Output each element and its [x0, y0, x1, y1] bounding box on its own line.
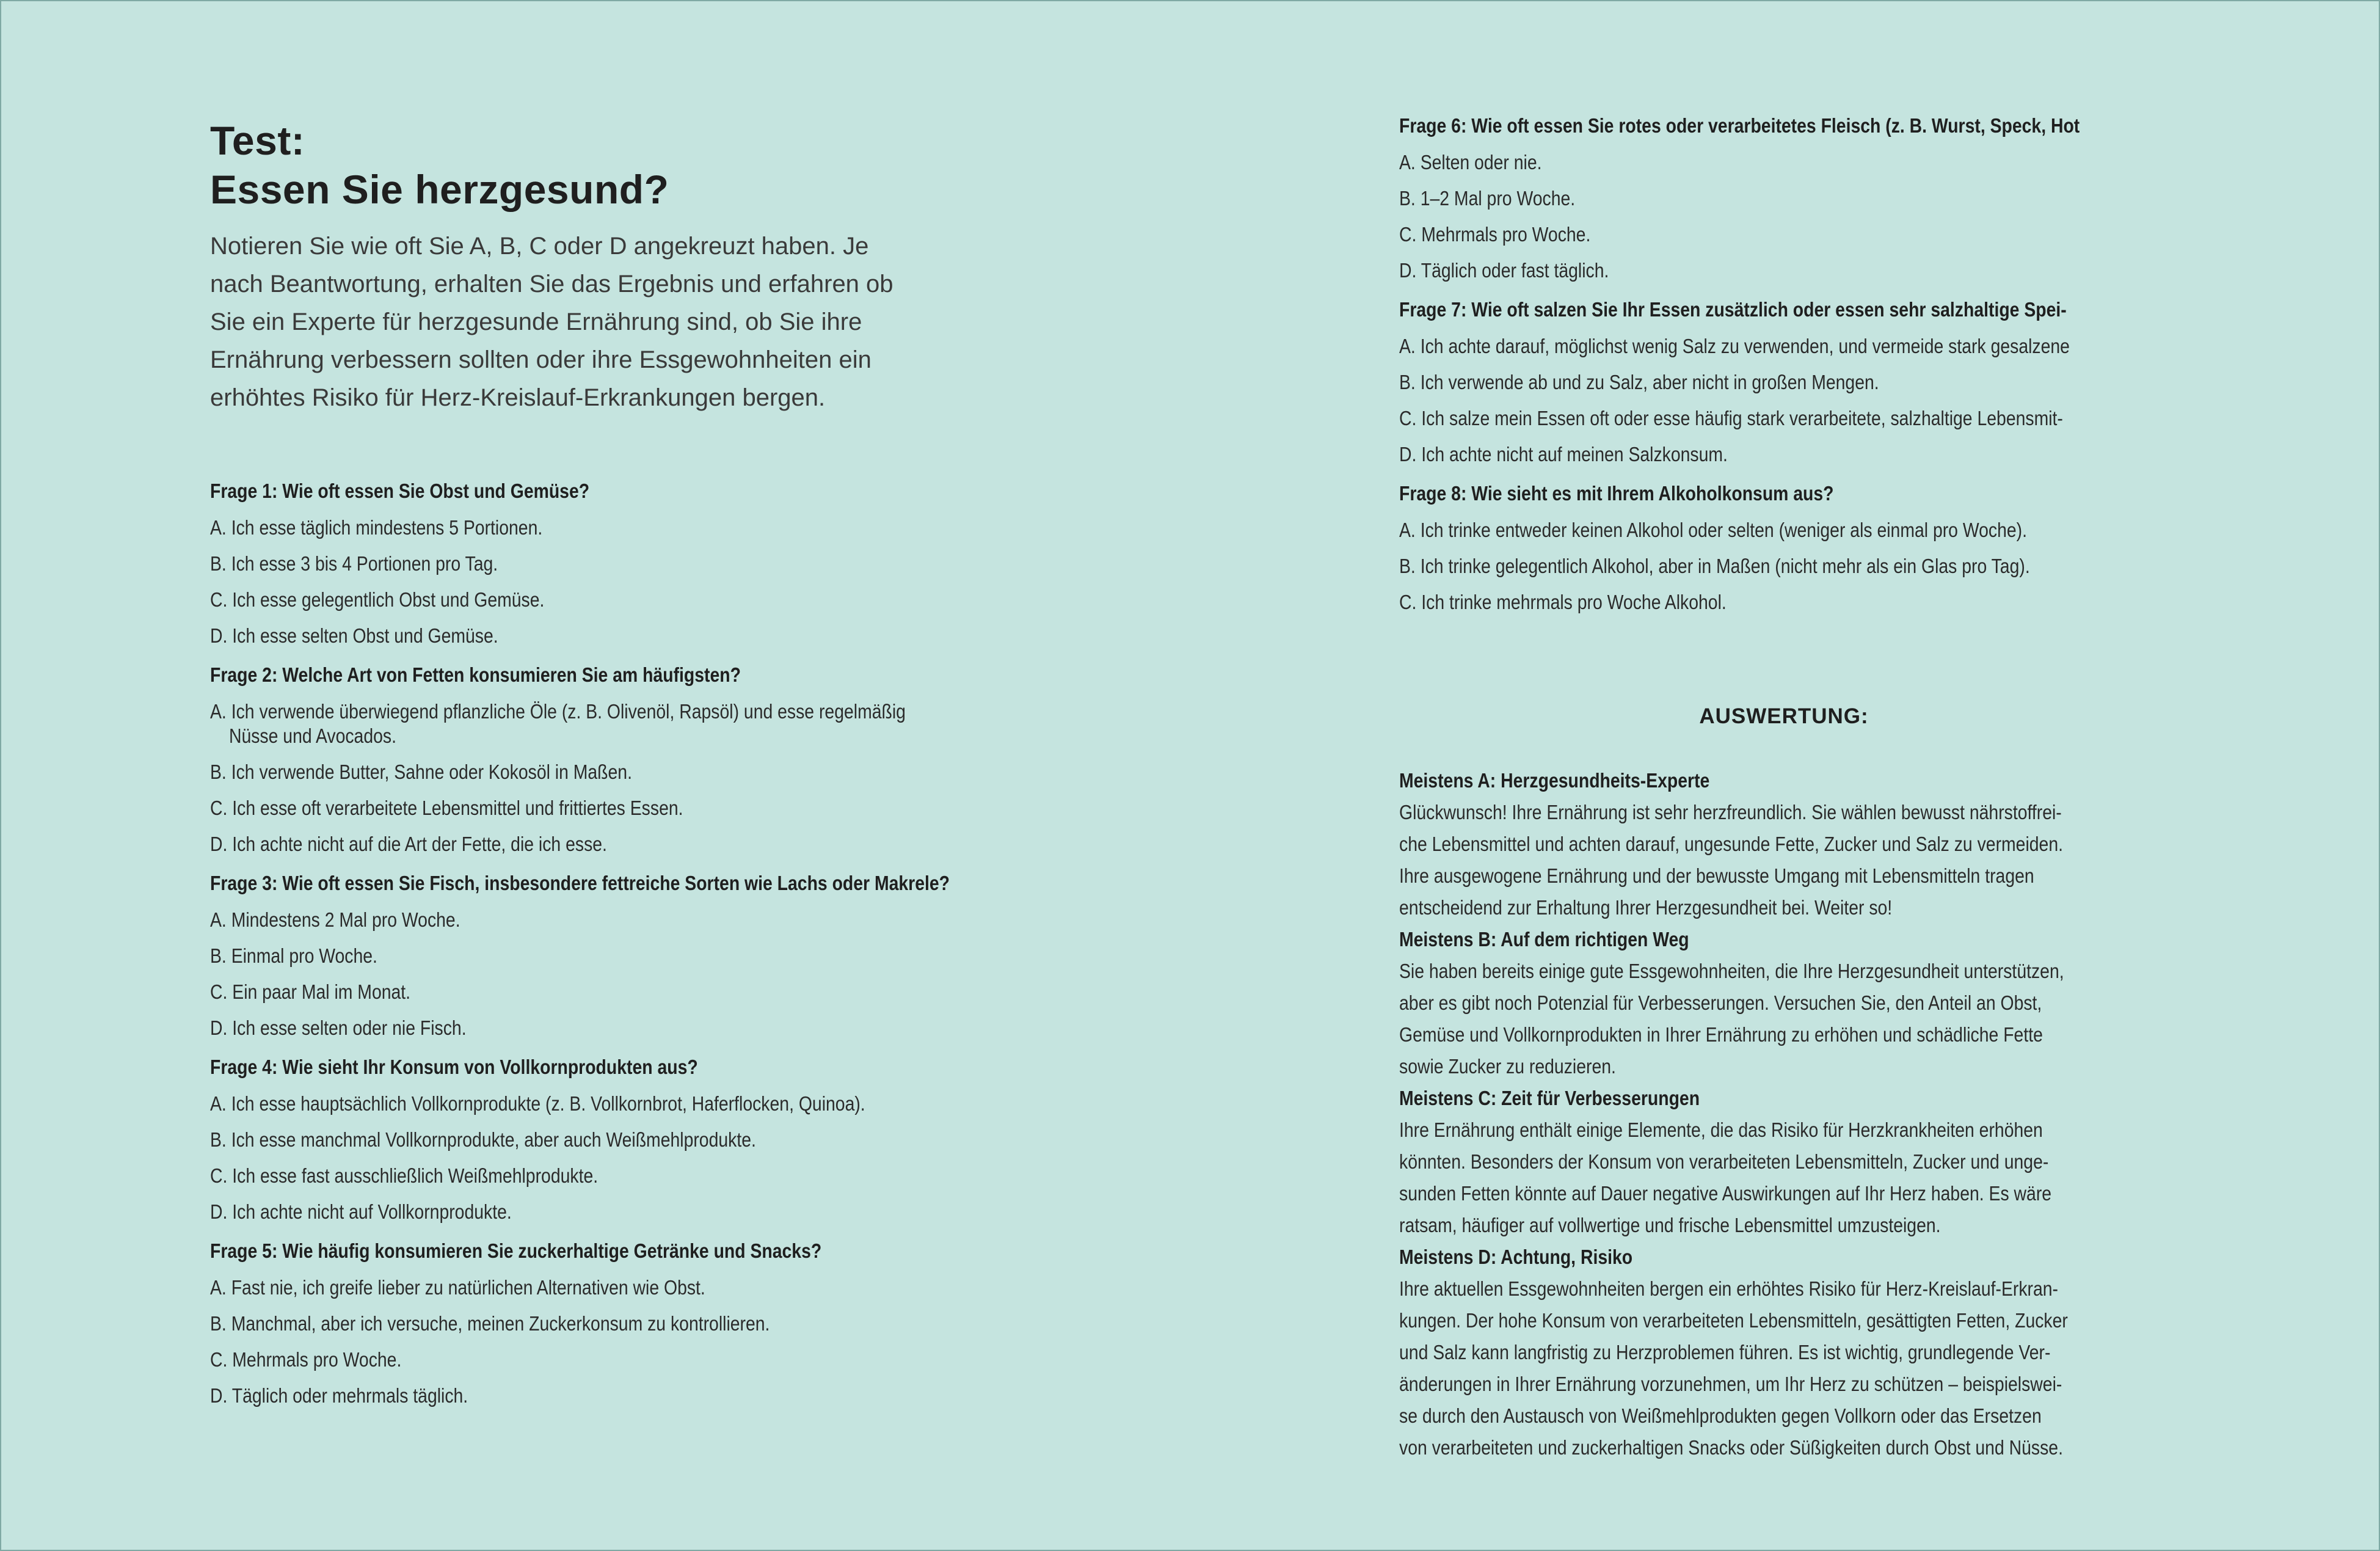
answer-option: C. Ich esse gelegentlich Obst und Gemüse.: [210, 588, 545, 611]
answer-option: D. Ich achte nicht auf meinen Salzkonsum.: [1399, 443, 1728, 465]
result-line: Glückwunsch! Ihre Ernährung ist sehr herzfreundlich. Sie wählen bewusst nährstoffrei-: [1399, 801, 2062, 823]
answer-option: B. Ich esse 3 bis 4 Portionen pro Tag.: [210, 552, 498, 575]
question-text: Frage 3: Wie oft essen Sie Fisch, insbesondere fettreiche Sorten wie Lachs oder Makrele?: [210, 872, 950, 894]
answer-option: C. Ich esse oft verarbeitete Lebensmittel und frittiertes Essen.: [210, 797, 683, 819]
result-line: von verarbeiteten und zuckerhaltigen Snacks oder Süßigkeiten durch Obst und Nüsse.: [1399, 1436, 2063, 1459]
answer-option: B. Ich trinke gelegentlich Alkohol, aber in Maßen (nicht mehr als ein Glas pro Tag).: [1399, 555, 2030, 577]
page-title: [210, 116, 1016, 214]
answer-option: B. Ich verwende Butter, Sahne oder Kokosöl in Maßen.: [210, 761, 632, 783]
answer-option: A. Fast nie, ich greife lieber zu natürlichen Alternativen wie Obst.: [210, 1276, 705, 1299]
question-text: Frage 8: Wie sieht es mit Ihrem Alkoholkonsum aus?: [1399, 482, 1834, 505]
answer-option: B. Ich esse manchmal Vollkornprodukte, aber auch Weißmehlprodukte.: [210, 1128, 756, 1151]
question-text: Frage 4: Wie sieht Ihr Konsum von Vollkornprodukten aus?: [210, 1056, 698, 1078]
answer-option: B. Einmal pro Woche.: [210, 944, 377, 967]
question-6: [1399, 114, 2205, 283]
questions-left: [210, 479, 1065, 1423]
answer-option: C. Mehrmals pro Woche.: [210, 1348, 402, 1371]
heading-block: [210, 116, 1016, 417]
result-b: [1399, 927, 2315, 1079]
answer-line: A. Ich verwende überwiegend pflanzliche Öle (z. B. Olivenöl, Rapsöl) und esse regelmäßig: [210, 700, 906, 723]
answer-option: A. Ich trinke entweder keinen Alkohol oder selten (weniger als einmal pro Woche).: [1399, 519, 2028, 541]
answer-option: D. Täglich oder fast täglich.: [1399, 259, 1609, 282]
question-5: [210, 1239, 1065, 1408]
result-d: [1399, 1245, 2315, 1460]
result-line: Ihre ausgewogene Ernährung und der bewusste Umgang mit Lebensmitteln tragen: [1399, 864, 2034, 887]
result-line: che Lebensmittel und achten darauf, ungesunde Fette, Zucker und Salz zu vermeiden.: [1399, 833, 2063, 855]
answer-option: C. Ein paar Mal im Monat.: [210, 980, 411, 1003]
answer-option: B. Ich verwende ab und zu Salz, aber nicht in großen Mengen.: [1399, 371, 1879, 393]
result-line: sunden Fetten könnte auf Dauer negative Auswirkungen auf Ihr Herz haben. Es wäre: [1399, 1182, 2052, 1205]
intro-line: nach Beantwortung, erhalten Sie das Ergebnis und erfahren ob: [210, 271, 893, 297]
answer-option: A. Ich achte darauf, möglichst wenig Salz zu verwenden, und vermeide stark gesalzene: [1399, 335, 2070, 357]
result-title: Meistens C: Zeit für Verbesserungen: [1399, 1087, 1700, 1109]
question-text: Frage 6: Wie oft essen Sie rotes oder verarbeitetes Fleisch (z. B. Wurst, Speck, Hot: [1399, 114, 2080, 137]
intro-paragraph: [210, 227, 1004, 417]
result-line: ratsam, häufiger auf vollwertige und frische Lebensmittel umzusteigen.: [1399, 1214, 1941, 1236]
answer-option: C. Ich trinke mehrmals pro Woche Alkohol.: [1399, 591, 1727, 613]
result-line: entscheidend zur Erhaltung Ihrer Herzgesundheit bei. Weiter so!: [1399, 896, 1893, 919]
result-a: [1399, 768, 2315, 920]
answer-option: A. Selten oder nie.: [1399, 151, 1542, 173]
answer-option: [210, 699, 945, 748]
result-line: se durch den Austausch von Weißmehlprodukten gegen Vollkorn oder das Ersetzen: [1399, 1404, 2042, 1427]
result-title: Meistens D: Achtung, Risiko: [1399, 1246, 1633, 1268]
answer-option: A. Ich esse hauptsächlich Vollkornprodukte (z. B. Vollkornbrot, Haferflocken, Quinoa).: [210, 1092, 865, 1115]
answer-option: A. Ich esse täglich mindestens 5 Portionen.: [210, 516, 543, 539]
question-2: [210, 663, 1065, 856]
intro-line: erhöhtes Risiko für Herz-Kreislauf-Erkrankungen bergen.: [210, 384, 826, 411]
question-8: [1399, 481, 2205, 615]
result-line: sowie Zucker zu reduzieren.: [1399, 1055, 1616, 1078]
answer-option: C. Ich salze mein Essen oft oder esse häufig stark verarbeitete, salzhaltige Lebensmit-: [1399, 407, 2063, 429]
result-line: Gemüse und Vollkornprodukten in Ihrer Ernährung zu erhöhen und schädliche Fette: [1399, 1023, 2043, 1046]
question-text: Frage 1: Wie oft essen Sie Obst und Gemüse?: [210, 480, 590, 502]
result-line: Ihre Ernährung enthält einige Elemente, die das Risiko für Herzkrankheiten erhöhen: [1399, 1119, 2043, 1141]
question-1: [210, 479, 1065, 648]
answer-option: B. Manchmal, aber ich versuche, meinen Zuckerkonsum zu kontrollieren.: [210, 1312, 770, 1335]
questions-right: [1399, 114, 2205, 629]
answer-option: D. Ich achte nicht auf die Art der Fette, die ich esse.: [210, 833, 607, 855]
answer-line-continued: Nüsse und Avocados.: [228, 724, 396, 747]
result-line: Ihre aktuellen Essgewohnheiten bergen ein erhöhtes Risiko für Herz-Kreislauf-Erkran-: [1399, 1277, 2058, 1300]
result-line: könnten. Besonders der Konsum von verarbeiteten Lebensmitteln, Zucker und unge-: [1399, 1150, 2049, 1173]
answer-option: D. Ich esse selten oder nie Fisch.: [210, 1016, 467, 1039]
result-c: [1399, 1086, 2315, 1238]
intro-line: Sie ein Experte für herzgesunde Ernährung sind, ob Sie ihre: [210, 308, 862, 335]
question-text: Frage 5: Wie häufig konsumieren Sie zuckerhaltige Getränke und Snacks?: [210, 1239, 822, 1262]
answer-option: C. Ich esse fast ausschließlich Weißmehlprodukte.: [210, 1164, 599, 1187]
result-title: Meistens B: Auf dem richtigen Weg: [1399, 928, 1689, 951]
question-3: [210, 871, 1065, 1040]
result-line: und Salz kann langfristig zu Herzproblemen führen. Es ist wichtig, grundlegende Ver-: [1399, 1341, 2051, 1363]
answer-option: B. 1–2 Mal pro Woche.: [1399, 187, 1576, 210]
answer-option: C. Mehrmals pro Woche.: [1399, 223, 1591, 246]
question-7: [1399, 297, 2205, 467]
result-line: änderungen in Ihrer Ernährung vorzunehmen, um Ihr Herz zu schützen – beispielswei-: [1399, 1373, 2062, 1395]
title-line-2: Essen Sie herzgesund?: [210, 167, 669, 212]
answer-option: D. Ich esse selten Obst und Gemüse.: [210, 624, 498, 647]
question-4: [210, 1055, 1065, 1224]
evaluation-results: [1399, 768, 2315, 1467]
result-line: aber es gibt noch Potenzial für Verbesserungen. Versuchen Sie, den Anteil an Obst,: [1399, 991, 2042, 1014]
answer-option: D. Ich achte nicht auf Vollkornprodukte.: [210, 1200, 512, 1223]
answer-option: A. Mindestens 2 Mal pro Woche.: [210, 908, 460, 931]
question-text: Frage 7: Wie oft salzen Sie Ihr Essen zusätzlich oder essen sehr salzhaltige Spei-: [1399, 298, 2067, 321]
result-title: Meistens A: Herzgesundheits-Experte: [1399, 769, 1710, 792]
answer-option: D. Täglich oder mehrmals täglich.: [210, 1384, 468, 1407]
intro-line: Ernährung verbessern sollten oder ihre Essgewohnheiten ein: [210, 346, 872, 373]
result-line: kungen. Der hohe Konsum von verarbeiteten Lebensmitteln, gesättigten Fetten, Zucker: [1399, 1309, 2068, 1332]
evaluation-heading: AUSWERTUNG:: [1699, 704, 1869, 728]
question-text: Frage 2: Welche Art von Fetten konsumieren Sie am häufigsten?: [210, 663, 741, 686]
title-line-1: Test:: [210, 118, 305, 163]
intro-line: Notieren Sie wie oft Sie A, B, C oder D angekreuzt haben. Je: [210, 233, 869, 260]
result-line: Sie haben bereits einige gute Essgewohnheiten, die Ihre Herzgesundheit unterstützen,: [1399, 960, 2064, 982]
